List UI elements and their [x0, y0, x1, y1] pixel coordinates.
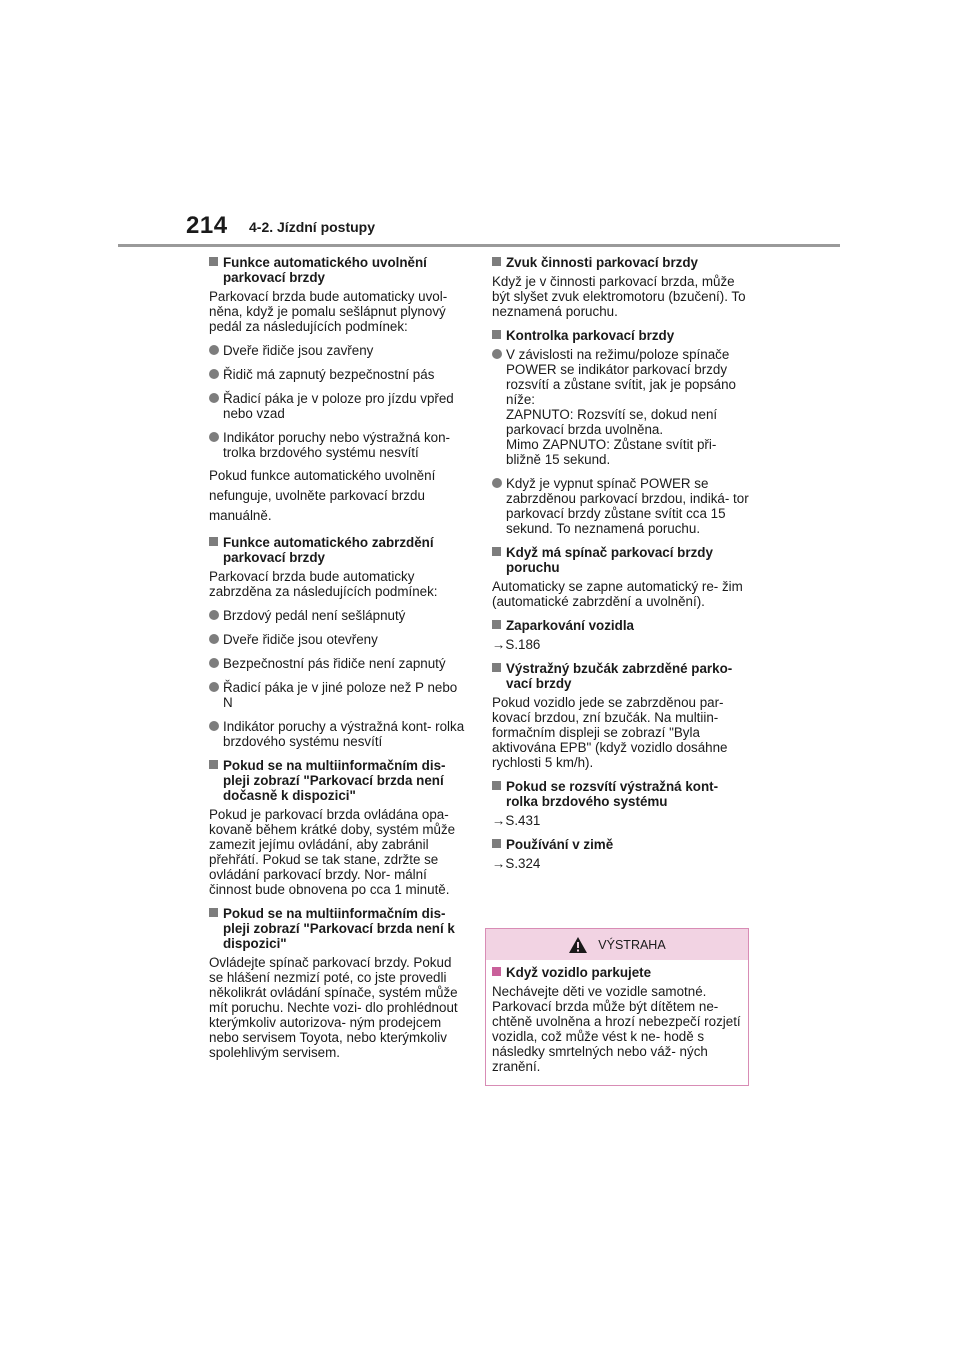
warning-box	[485, 928, 749, 1086]
page-reference: →S.186	[492, 637, 541, 652]
round-bullet-icon	[209, 610, 219, 620]
warning-title: VÝSTRAHA	[598, 937, 666, 952]
paragraph: Pokud je parkovací brzda ovládána opa- kovaně během krátké doby, systém může zamezit jejímu ovládání, aby zabránil přehřátí. Pokud se tak stane, zdržte se ovládání parkovací brzdy. Nor- mální činnost bude obnovena po cca 1 minutě.	[209, 807, 456, 897]
round-bullet-icon	[492, 349, 502, 359]
round-bullet-icon	[209, 393, 219, 403]
warning-header	[486, 929, 748, 960]
list-item: Bezpečnostní pás řidiče není zapnutý	[209, 656, 467, 671]
paragraph: Když je v činnosti parkovací brzda, může být slyšet zvuk elektromotoru (bzučení). To neznamená poruchu.	[492, 274, 746, 319]
section-heading: Pokud se na multiinformačním dis- pleji zobrazí "Parkovací brzda není k dispozici"	[209, 906, 467, 951]
square-bullet-icon	[492, 839, 501, 848]
round-bullet-icon	[209, 682, 219, 692]
section-heading: Funkce automatického uvolnění parkovací brzdy	[209, 255, 467, 285]
square-bullet-icon	[492, 257, 501, 266]
square-bullet-icon	[492, 967, 501, 976]
list-item: Řadicí páka je v poloze pro jízdu vpřed nebo vzad	[209, 391, 467, 421]
paragraph: Pokud funkce automatického uvolnění nefunguje, uvolněte parkovací brzdu manuálně.	[209, 468, 436, 523]
section-heading: Pokud se na multiinformačním dis- pleji zobrazí "Parkovací brzda není dočasně k dispozici"	[209, 758, 467, 803]
round-bullet-icon	[209, 432, 219, 442]
section-title: 4-2. Jízdní postupy	[249, 219, 376, 235]
list-item: V závislosti na režimu/poloze spínače POWER se indikátor parkovací brzdy rozsvítí a zůstane svítit, jak je popsáno níže: ZAPNUTO: Rozsvítí se, dokud není parkovací brzda uvolněna. Mimo ZAPNUTO: Zůstane svítit při- bližně 15 sekund.	[492, 347, 750, 467]
square-bullet-icon	[492, 620, 501, 629]
square-bullet-icon	[209, 908, 218, 917]
square-bullet-icon	[209, 537, 218, 546]
square-bullet-icon	[209, 760, 218, 769]
paragraph: Automaticky se zapne automatický re- žim (automatické zabrzdění a uvolnění).	[492, 579, 743, 609]
square-bullet-icon	[492, 547, 501, 556]
page-number: 214	[186, 212, 228, 239]
square-bullet-icon	[492, 663, 501, 672]
page-reference: →S.431	[492, 813, 541, 828]
square-bullet-icon	[492, 781, 501, 790]
round-bullet-icon	[209, 721, 219, 731]
round-bullet-icon	[209, 345, 219, 355]
section-heading: Zaparkování vozidla	[492, 618, 750, 633]
round-bullet-icon	[209, 369, 219, 379]
left-column	[209, 255, 467, 1069]
section-heading: Zvuk činnosti parkovací brzdy	[492, 255, 750, 270]
section-heading: Pokud se rozsvítí výstražná kont- rolka brzdového systému	[492, 779, 750, 809]
square-bullet-icon	[492, 330, 501, 339]
header-rule	[118, 244, 840, 247]
section-heading: Funkce automatického zabrzdění parkovací brzdy	[209, 535, 467, 565]
square-bullet-icon	[209, 257, 218, 266]
list-item: Indikátor poruchy nebo výstražná kon- trolka brzdového systému nesvítí	[209, 430, 467, 460]
list-item: Řidič má zapnutý bezpečnostní pás	[209, 367, 467, 382]
section-heading: Když má spínač parkovací brzdy poruchu	[492, 545, 750, 575]
list-item: Brzdový pedál není sešlápnutý	[209, 608, 467, 623]
list-item: Dveře řidiče jsou otevřeny	[209, 632, 467, 647]
section-heading: Výstražný bzučák zabrzděné parko- vací brzdy	[492, 661, 750, 691]
warning-heading: Když vozidlo parkujete	[492, 965, 742, 980]
paragraph: Parkovací brzda bude automaticky uvol- něna, když je pomalu sešlápnut plynový pedál za následujících podmínek:	[209, 289, 448, 334]
warning-text: Nechávejte děti ve vozidle samotné. Parkovací brzda může být dítětem ne- chtěně uvolněna a hrozí nebezpečí rozjetí vozidla, což může vést k ne- hodě s následky smrtelných nebo váž- ných zranění.	[492, 984, 741, 1074]
section-heading: Kontrolka parkovací brzdy	[492, 328, 750, 343]
right-column	[492, 255, 750, 880]
warning-triangle-icon	[568, 936, 588, 954]
section-heading: Používání v zimě	[492, 837, 750, 852]
paragraph: Parkovací brzda bude automaticky zabrzděna za následujících podmínek:	[209, 569, 438, 599]
list-item: Indikátor poruchy a výstražná kont- rolka brzdového systému nesvítí	[209, 719, 467, 749]
list-item: Řadicí páka je v jiné poloze než P nebo N	[209, 680, 467, 710]
list-item: Když je vypnut spínač POWER se zabrzděnou parkovací brzdou, indiká- tor parkovací brzdy zůstane svítit cca 15 sekund. To neznamená poruchu.	[492, 476, 750, 536]
round-bullet-icon	[209, 634, 219, 644]
list-item: Dveře řidiče jsou zavřeny	[209, 343, 467, 358]
round-bullet-icon	[209, 658, 219, 668]
paragraph: Ovládejte spínač parkovací brzdy. Pokud se hlášení nezmizí poté, co jste provedli několikrát ovládání spínače, systém může mít poruchu. Nechte vozi- dlo prohlédnout kterýmkoliv autorizova- ným prodejcem nebo servisem Toyota, nebo kterýmkoliv spolehlivým servisem.	[209, 955, 458, 1060]
warning-body	[486, 960, 748, 1074]
page-reference: →S.324	[492, 856, 541, 871]
round-bullet-icon	[492, 478, 502, 488]
paragraph: Pokud vozidlo jede se zabrzděnou par- kovací brzdou, zní bzučák. Na multiin- formačním displeji se zobrazí "Byla aktivována EPB" (když vozidlo dosáhne rychlosti 5 km/h).	[492, 695, 728, 770]
